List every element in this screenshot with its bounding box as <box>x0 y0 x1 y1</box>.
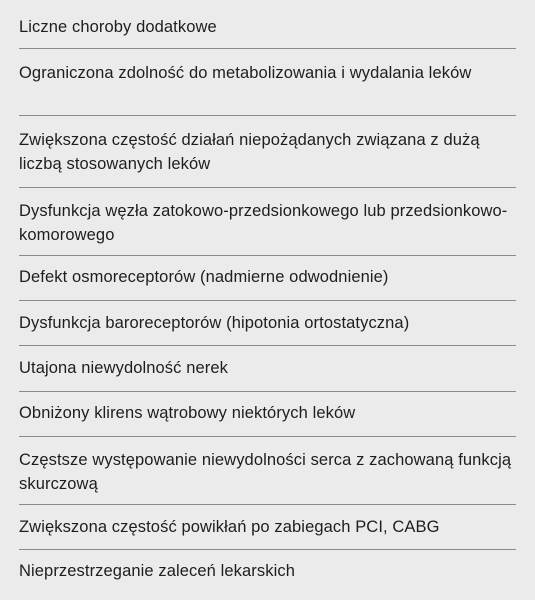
list-item-text: Dysfunkcja baroreceptorów (hipotonia ortostatyczna) <box>19 314 410 332</box>
list-item <box>19 346 516 392</box>
list-item <box>19 0 516 49</box>
list-item-text: Liczne choroby dodatkowe <box>19 18 217 36</box>
list-item <box>19 188 516 256</box>
list-item <box>19 49 516 116</box>
list-item-text: Defekt osmoreceptorów (nadmierne odwodnienie) <box>19 268 389 286</box>
list-item <box>19 301 516 346</box>
list-item-text: Częstsze występowanie niewydolności serca z zachowaną funkcją skurczową <box>19 451 512 493</box>
list-item <box>19 437 516 505</box>
list-item-text: Zwiększona częstość powikłań po zabiegach PCI, CABG <box>19 518 440 536</box>
list-item <box>19 505 516 550</box>
list-item <box>19 550 516 600</box>
list-item <box>19 116 516 188</box>
list-item-text: Utajona niewydolność nerek <box>19 359 228 377</box>
list-item-text: Dysfunkcja węzła zatokowo-przedsionkowego lub przedsionkowo-komorowego <box>19 202 508 244</box>
list-item-text: Zwiększona częstość działań niepożądanych związana z dużą liczbą stosowanych leków <box>19 131 480 173</box>
list-item-text: Nieprzestrzeganie zaleceń lekarskich <box>19 562 295 580</box>
list-item <box>19 256 516 301</box>
list-item-text: Ograniczona zdolność do metabolizowania i wydalania leków <box>19 64 472 82</box>
list-item <box>19 392 516 437</box>
list-item-text: Obniżony klirens wątrobowy niektórych leków <box>19 404 356 422</box>
